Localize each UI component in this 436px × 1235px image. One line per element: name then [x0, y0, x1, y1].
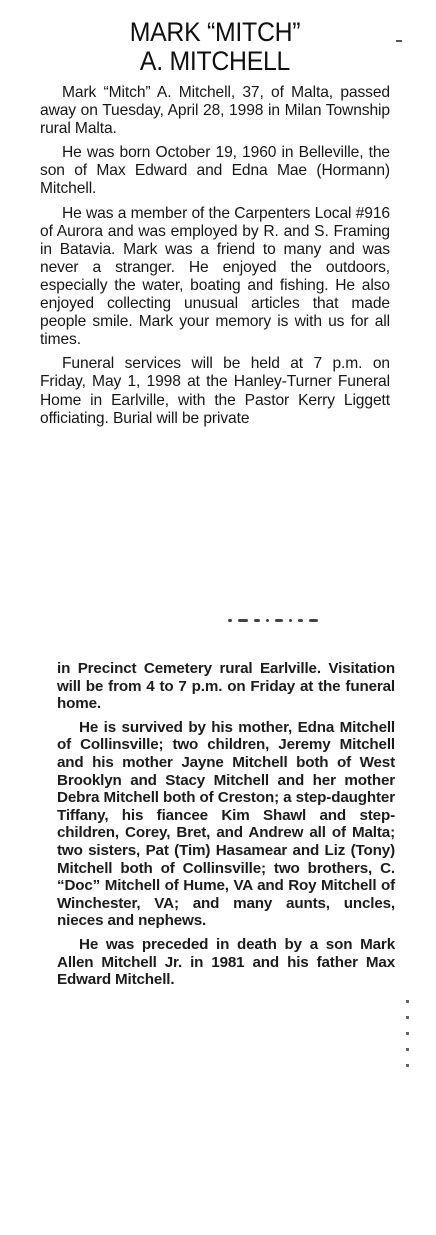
scan-speck — [396, 40, 402, 42]
paragraph-funeral: Funeral services will be held at 7 p.m. on Friday, May 1, 1998 at the Hanley-Turner Funeral Home in Earlville, with the Pastor Kerry Liggett officiating. Burial will be private — [40, 355, 390, 427]
clipping-break-marks — [228, 615, 368, 625]
paragraph-death-notice: Mark “Mitch” A. Mitchell, 37, of Malta, passed away on Tuesday, April 28, 1998 in Milan Township rural Malta. — [40, 84, 390, 138]
paragraph-survivors: He is survived by his mother, Edna Mitchell of Collinsville; two children, Jeremy Mitchell and his mother Jayne Mitchell both of West Brooklyn and Stacy Mitchell and her mother Debra Mitchell both of Creston; a step-daughter Tiffany, his fiancee Kim Shawl and step-children, Corey, Bret, and Andrew all of Malta; two sisters, Pat (Tim) Hasamear and Liz (Tony) Mitchell both of Collinsville; two brothers, C. “Doc” Mitchell of Hume, VA and Roy Mitchell of Winchester, VA; and many aunts, uncles, nieces and nephews. — [57, 718, 395, 930]
paragraph-burial: in Precinct Cemetery rural Earlville. Visitation will be from 4 to 7 p.m. on Friday at the funeral home. — [57, 660, 395, 713]
title-line-2: A. MITCHELL — [139, 46, 291, 76]
title-line-1: MARK “MITCH” — [129, 17, 301, 47]
paragraph-preceded: He was preceded in death by a son Mark Allen Mitchell Jr. in 1981 and his father Max Edward Mitchell. — [57, 935, 395, 989]
obituary-clipping-bottom — [57, 660, 395, 995]
obituary-clipping-top — [40, 18, 390, 434]
scan-edge-marks — [406, 1000, 410, 1075]
obituary-title — [54, 18, 376, 76]
paragraph-career: He was a member of the Carpenters Local #916 of Aurora and was employed by R. and S. Framing in Batavia. Mark was a friend to many and was never a stranger. He enjoyed the outdoors, especially the water, boating and fishing. He also enjoyed collecting unusual articles that made people smile. Mark your memory is with us for all times. — [40, 204, 390, 349]
paragraph-birth: He was born October 19, 1960 in Belleville, the son of Max Edward and Edna Mae (Hormann) Mitchell. — [40, 144, 390, 198]
